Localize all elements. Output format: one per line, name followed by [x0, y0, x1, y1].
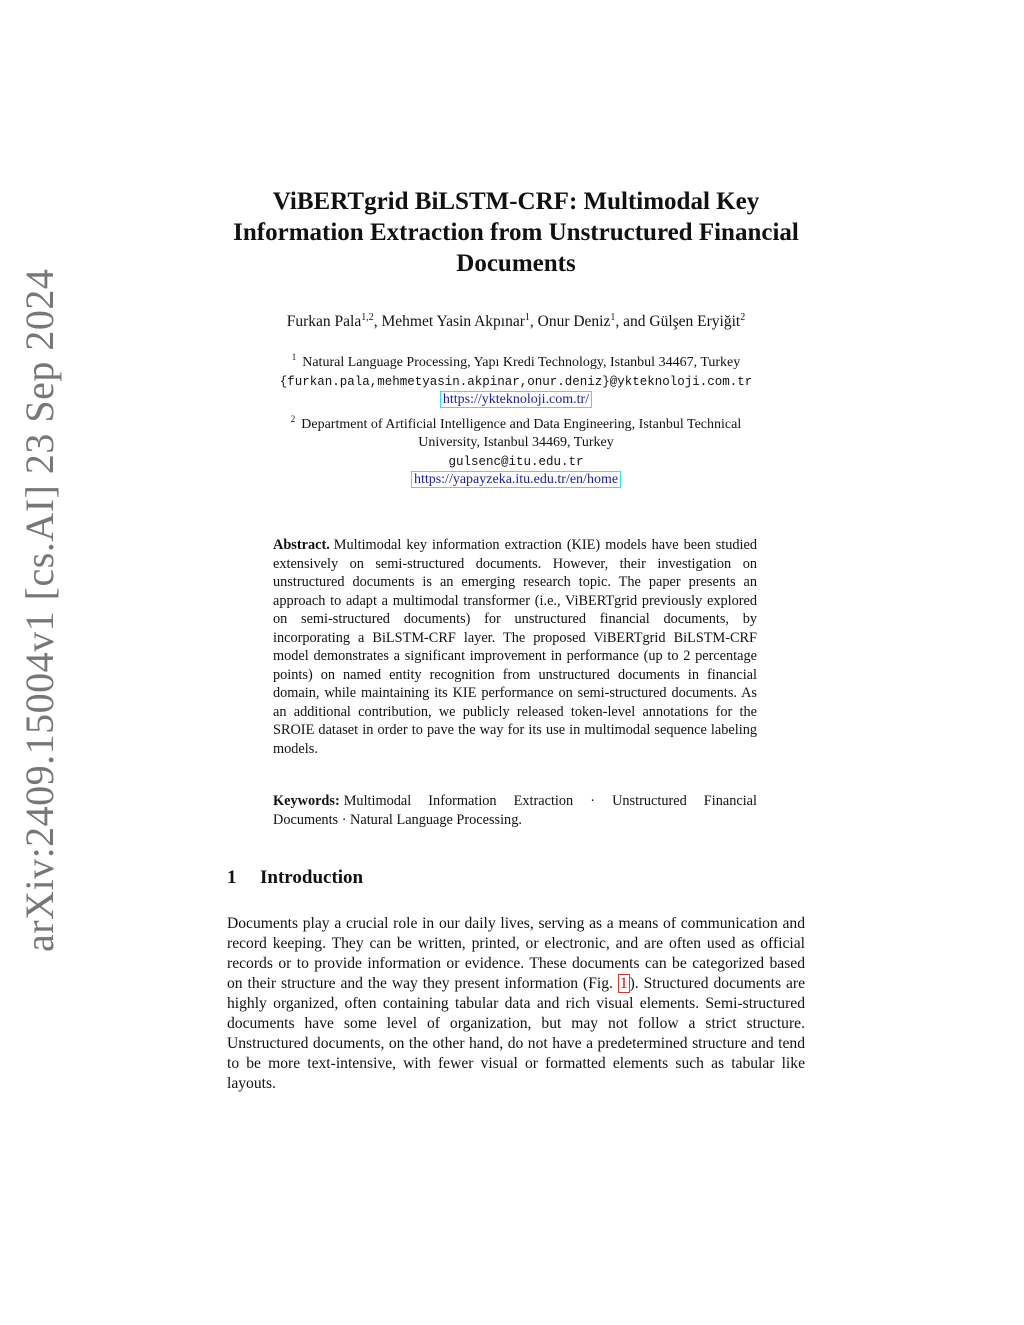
affiliation-number: 1 [291, 352, 297, 362]
author-list: Furkan Pala$^{1,2}$, Mehmet Yasin Akpınar$^1$, Onur Deniz$^1$, and Gülşen Eryiğit$^2$ [286, 312, 746, 331]
author-affiliation-mark: 1 [610, 312, 616, 323]
affiliation-url-link[interactable]: https://ykteknoloji.com.tr/ [440, 391, 592, 408]
author-affiliation-mark: 2 [740, 312, 746, 323]
affiliation-url-link[interactable]: https://yapayzeka.itu.edu.tr/en/home [411, 471, 621, 488]
paragraph-text: Documents play a crucial role in our daily lives, serving as a means of communication and record keeping. They can be written, printed, or electronic, and are often used as official records or to provide information or evidence. These documents can be categorized based on their structure and the way they present information (Fig. [227, 915, 805, 992]
author-affiliation-mark: 1 [524, 312, 530, 323]
keywords-text: Multimodal Information Extraction · Unstructured Financial Documents · Natural Language Processing. [273, 793, 757, 828]
keywords-label: Keywords: [273, 793, 340, 809]
paper-title: ViBERTgrid BiLSTM-CRF: Multimodal Key Information Extraction from Unstructured Financial Documents [233, 188, 799, 277]
abstract [273, 536, 757, 758]
arxiv-identifier: arXiv:2409.15004v1 [cs.AI] 23 Sep 2024 [17, 268, 62, 952]
introduction-paragraph [227, 914, 805, 1094]
section-number: 1 [227, 867, 237, 888]
author-name: Gülşen Eryiğit [649, 313, 741, 331]
author-name: Furkan Pala [286, 313, 362, 331]
section-title: Introduction [260, 867, 364, 888]
affiliations [227, 348, 805, 490]
keywords [273, 792, 757, 829]
abstract-label: Abstract. [273, 537, 330, 553]
author-name: Mehmet Yasin Akpınar [381, 313, 525, 331]
affiliation-text: Department of Artificial Intelligence and Data Engineering, Istanbul Technical [301, 416, 742, 432]
abstract-text: Multimodal key information extraction (KIE) models have been studied extensively on semi-structured documents. However, their investigation on unstructured documents is an emerging research topic. The paper presents an approach to adapt a multimodal transformer (i.e., ViBERTgrid previously explored on semi-structured documents) for unstructured financial documents, by incorporating a BiLSTM-CRF layer. The proposed ViBERTgrid BiLSTM-CRF model demonstrates a significant improvement in performance (up to 2 percentage points) on named entity recognition from unstructured documents in financial domain, while maintaining its KIE performance on semi-structured documents. As an additional contribution, we publicly released token-level annotations for the SROIE dataset in order to pave the way for its use in multimodal sequence labeling models. [273, 537, 757, 757]
affiliation-text: University, Istanbul 34469, Turkey [418, 435, 614, 450]
author-affiliation-mark: 1,2 [361, 312, 374, 323]
figure-reference-link[interactable]: 1 [619, 975, 628, 992]
affiliation-email: {furkan.pala,mehmetyasin.akpinar,onur.deniz}@ykteknoloji.com.tr [279, 374, 753, 389]
affiliation-email: gulsenc@itu.edu.tr [448, 454, 584, 469]
affiliation-text: Natural Language Processing, Yapı Kredi Technology, Istanbul 34467, Turkey [302, 355, 741, 370]
affiliation-number: 2 [290, 413, 296, 424]
section-heading [227, 867, 805, 889]
author-name: Onur Deniz [537, 313, 611, 331]
paragraph-text: ). Structured documents are highly organized, often containing tabular data and rich visual elements. Semi-structured documents have some level of organization, but may not follow a strict structure. Unstructured documents, on the other hand, do not have a predetermined structure and tend to be more text-intensive, with fewer visual or formatted elements such as tabular like layouts. [227, 975, 805, 1092]
